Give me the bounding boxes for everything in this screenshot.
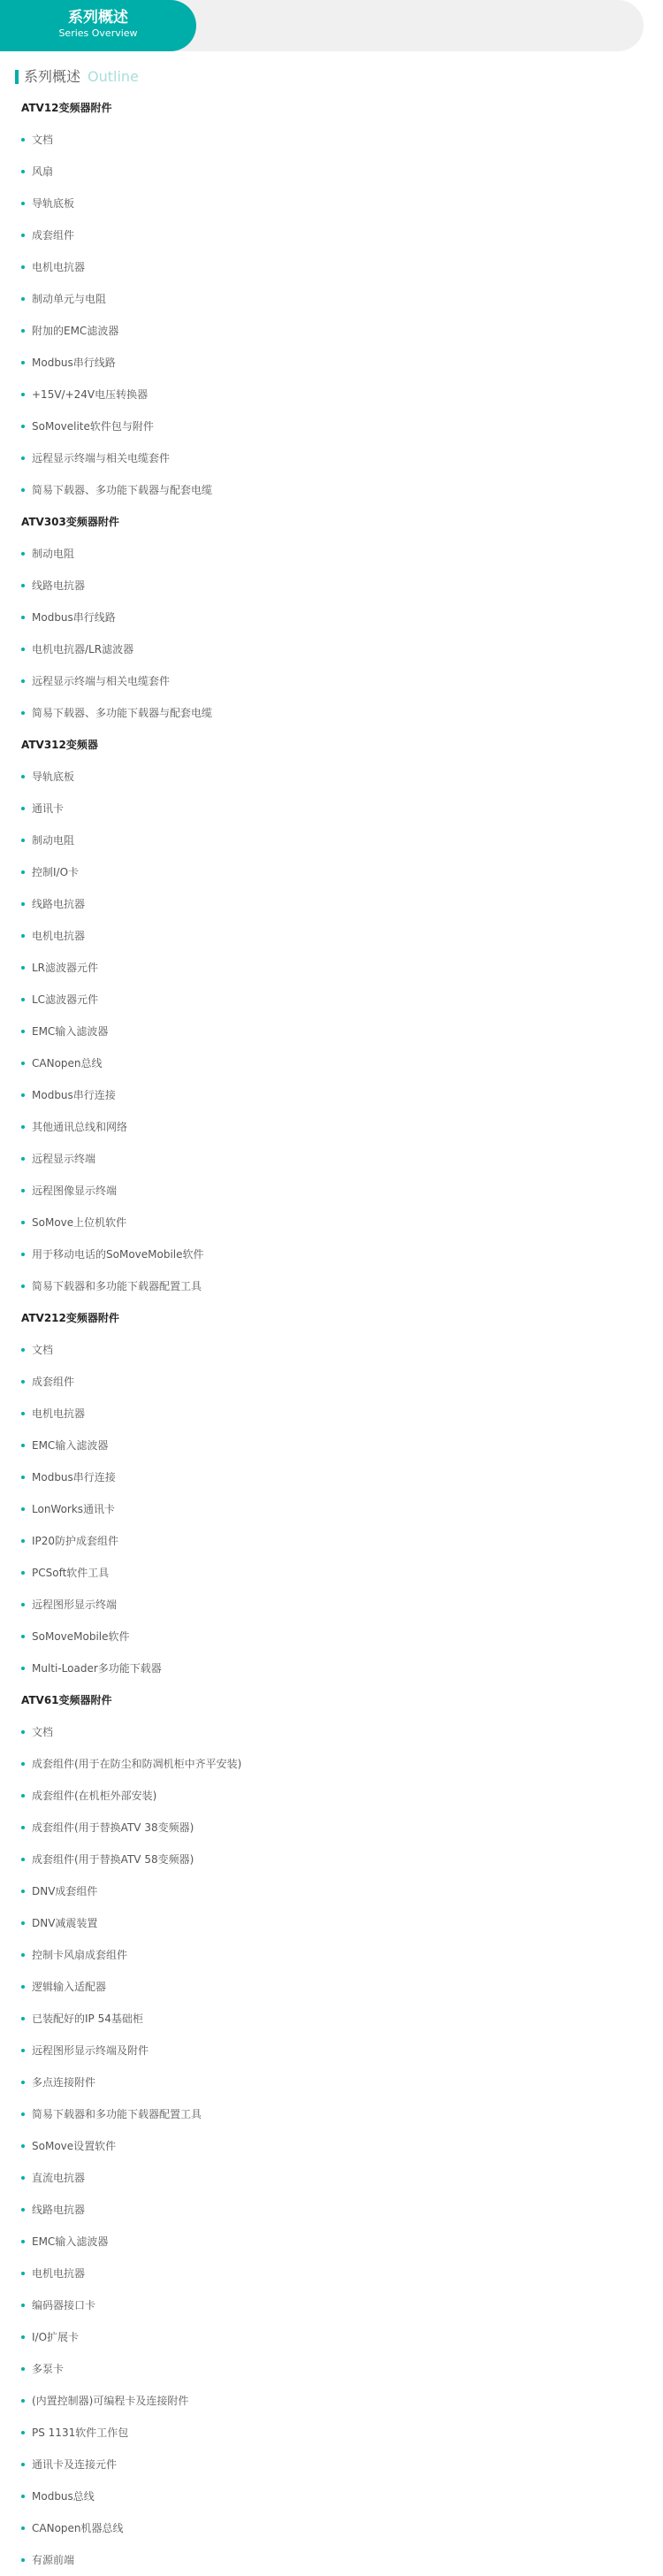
group-title: ATV212变频器附件: [21, 1312, 119, 1324]
list-item[interactable]: [21, 2258, 640, 2289]
bullet-dot-icon: [21, 1603, 25, 1606]
list-item[interactable]: [21, 984, 640, 1016]
group-title: ATV303变频器附件: [21, 516, 119, 528]
bullet-dot-icon: [21, 2208, 25, 2212]
bullet-dot-icon: [21, 1507, 25, 1511]
list-item[interactable]: [21, 1652, 640, 1684]
list-item[interactable]: [21, 1111, 640, 1143]
accessory-groups: [21, 92, 640, 2576]
bullet-dot-icon: [21, 2431, 25, 2434]
accessory-group: [21, 92, 640, 506]
bullet-dot-icon: [21, 2526, 25, 2530]
bullet-dot-icon: [21, 2049, 25, 2052]
bullet-dot-icon: [21, 870, 25, 874]
list-item[interactable]: [21, 665, 640, 697]
bullet-dot-icon: [21, 1985, 25, 1989]
list-item[interactable]: [21, 442, 640, 474]
bullet-dot-icon: [21, 1253, 25, 1256]
list-item-label: 电机电抗器: [32, 2267, 86, 2280]
bullet-dot-icon: [21, 425, 25, 428]
section-title-cn: 系列概述: [24, 68, 81, 85]
list-item-label: 成套组件(用于替换ATV 38变频器): [32, 1821, 194, 1834]
list-item-label: 风扇: [32, 165, 54, 178]
accessory-group: [21, 506, 640, 729]
list-item[interactable]: [21, 1812, 640, 1844]
list-item[interactable]: [21, 1238, 640, 1270]
bullet-dot-icon: [21, 2176, 25, 2180]
section-title-en: Outline: [88, 68, 139, 85]
list-item[interactable]: [21, 2098, 640, 2130]
list-item[interactable]: [21, 1971, 640, 2003]
list-item[interactable]: [21, 793, 640, 824]
list-item-label: 制动电阻: [32, 834, 75, 847]
list-item[interactable]: [21, 1207, 640, 1238]
bullet-dot-icon: [21, 361, 25, 364]
list-item-label: 用于移动电话的SoMoveMobile软件: [32, 1248, 204, 1261]
list-item[interactable]: [21, 538, 640, 570]
bullet-dot-icon: [21, 1635, 25, 1638]
list-item-label: 文档: [32, 1344, 54, 1356]
list-item[interactable]: [21, 283, 640, 315]
bullet-dot-icon: [21, 2081, 25, 2084]
bullet-dot-icon: [21, 775, 25, 778]
list-item-label: 简易下载器和多功能下载器配置工具: [32, 2108, 202, 2120]
bullet-dot-icon: [21, 2144, 25, 2148]
bullet-dot-icon: [21, 1030, 25, 1033]
bullet-dot-icon: [21, 1284, 25, 1288]
list-item-label: 成套组件: [32, 229, 75, 242]
list-item[interactable]: [21, 1016, 640, 1047]
list-item-label: 简易下载器和多功能下载器配置工具: [32, 1280, 202, 1292]
bullet-dot-icon: [21, 1380, 25, 1384]
list-item[interactable]: [21, 2385, 640, 2417]
list-item[interactable]: [21, 347, 640, 379]
list-item-label: 逻辑输入适配器: [32, 1981, 107, 1993]
list-item-label: 远程图像显示终端: [32, 1184, 118, 1197]
bullet-dot-icon: [21, 1794, 25, 1798]
list-item-label: 通讯卡: [32, 802, 65, 815]
list-item-label: LC滤波器元件: [32, 993, 99, 1006]
bullet-dot-icon: [21, 1444, 25, 1447]
list-item-label: DNV成套组件: [32, 1885, 98, 1898]
list-item[interactable]: [21, 410, 640, 442]
section-marker: [15, 70, 19, 84]
list-item[interactable]: [21, 1398, 640, 1430]
list-item[interactable]: [21, 124, 640, 156]
bullet-dot-icon: [21, 2272, 25, 2275]
bullet-dot-icon: [21, 1157, 25, 1161]
list-item[interactable]: [21, 761, 640, 793]
list-item[interactable]: [21, 2544, 640, 2576]
list-item-label: Modbus串行连接: [32, 1471, 116, 1484]
list-item-label: IP20防护成套组件: [32, 1535, 119, 1547]
list-item[interactable]: [21, 824, 640, 856]
bullet-dot-icon: [21, 488, 25, 492]
list-item[interactable]: [21, 952, 640, 984]
bullet-dot-icon: [21, 966, 25, 970]
list-item-label: Modbus串行线路: [32, 356, 116, 369]
list-item[interactable]: [21, 2449, 640, 2480]
list-item-label: DNV减震装置: [32, 1917, 98, 1929]
list-item[interactable]: [21, 1875, 640, 1907]
bullet-dot-icon: [21, 934, 25, 938]
list-item-label: +15V/+24V电压转换器: [32, 388, 149, 401]
list-item[interactable]: [21, 2162, 640, 2194]
list-item[interactable]: [21, 633, 640, 665]
list-item-label: 文档: [32, 134, 54, 146]
tab-subtitle: Series Overview: [58, 27, 138, 39]
list-item[interactable]: [21, 1143, 640, 1175]
list-item[interactable]: [21, 2066, 640, 2098]
list-item-label: I/O扩展卡: [32, 2331, 80, 2343]
list-item-label: PS 1131软件工作包: [32, 2426, 129, 2439]
list-item[interactable]: [21, 920, 640, 952]
list-item-label: 电机电抗器: [32, 1407, 86, 1420]
list-item[interactable]: [21, 2353, 640, 2385]
list-item-label: EMC输入滤波器: [32, 1439, 109, 1452]
list-item[interactable]: [21, 2035, 640, 2066]
list-item[interactable]: [21, 2003, 640, 2035]
bullet-dot-icon: [21, 1539, 25, 1543]
list-item-label: Multi-Loader多功能下载器: [32, 1662, 162, 1675]
tab-title: 系列概述: [68, 9, 128, 27]
bullet-dot-icon: [21, 1890, 25, 1893]
bullet-dot-icon: [21, 202, 25, 205]
list-item-label: 附加的EMC滤波器: [32, 325, 119, 337]
list-item[interactable]: [21, 1334, 640, 1366]
bullet-dot-icon: [21, 329, 25, 333]
group-title: ATV12变频器附件: [21, 102, 112, 114]
list-item-label: 电机电抗器: [32, 930, 86, 942]
list-item-label: EMC输入滤波器: [32, 1025, 109, 1038]
list-item[interactable]: [21, 1716, 640, 1748]
list-item[interactable]: [21, 2321, 640, 2353]
group-title: ATV61变频器附件: [21, 1694, 112, 1706]
list-item-label: LonWorks通讯卡: [32, 1503, 116, 1515]
list-item-label: 简易下载器、多功能下载器与配套电缆: [32, 484, 213, 496]
list-item-label: SoMoveMobile软件: [32, 1630, 130, 1643]
bullet-dot-icon: [21, 2017, 25, 2020]
list-item-label: SoMove上位机软件: [32, 1216, 127, 1229]
list-item-label: 电机电抗器: [32, 261, 86, 273]
list-item-label: 成套组件: [32, 1376, 75, 1388]
list-item-label: 成套组件(用于在防尘和防凋机柜中齐平安装): [32, 1758, 242, 1770]
list-item[interactable]: [21, 697, 640, 729]
list-item-label: (内置控制器)可编程卡及连接附件: [32, 2395, 189, 2407]
group-title: ATV312变频器: [21, 739, 98, 751]
bullet-dot-icon: [21, 1093, 25, 1097]
bullet-dot-icon: [21, 1189, 25, 1192]
list-item-label: 已装配好的IP 54基础柜: [32, 2012, 143, 2025]
list-item[interactable]: [21, 251, 640, 283]
list-item-label: 成套组件(在机柜外部安装): [32, 1790, 157, 1802]
bullet-dot-icon: [21, 1571, 25, 1575]
bullet-dot-icon: [21, 807, 25, 810]
bullet-dot-icon: [21, 1412, 25, 1415]
bullet-dot-icon: [21, 1858, 25, 1861]
list-item[interactable]: [21, 1621, 640, 1652]
bullet-dot-icon: [21, 2112, 25, 2116]
list-item-label: Modbus总线: [32, 2490, 95, 2503]
list-item-label: PCSoft软件工具: [32, 1567, 110, 1579]
list-item[interactable]: [21, 1907, 640, 1939]
tab-series-overview[interactable]: [0, 0, 196, 51]
accessory-group: [21, 1684, 640, 2576]
bullet-dot-icon: [21, 902, 25, 906]
list-item[interactable]: [21, 1430, 640, 1461]
list-item[interactable]: [21, 1589, 640, 1621]
list-item[interactable]: [21, 1461, 640, 1493]
list-item[interactable]: [21, 1939, 640, 1971]
list-item[interactable]: [21, 1047, 640, 1079]
list-item-label: CANopen机器总线: [32, 2522, 124, 2534]
list-item-label: 电机电抗器/LR滤波器: [32, 643, 134, 656]
list-item-label: 导轨底板: [32, 197, 75, 210]
bullet-dot-icon: [21, 393, 25, 396]
bullet-dot-icon: [21, 2304, 25, 2307]
list-item-label: 远程图形显示终端及附件: [32, 2044, 149, 2057]
list-item[interactable]: [21, 1493, 640, 1525]
bullet-dot-icon: [21, 1125, 25, 1129]
list-item-label: 制动单元与电阻: [32, 293, 107, 305]
list-item[interactable]: [21, 188, 640, 219]
bullet-dot-icon: [21, 1221, 25, 1224]
bullet-dot-icon: [21, 552, 25, 556]
list-item[interactable]: [21, 2480, 640, 2512]
bullet-dot-icon: [21, 1476, 25, 1479]
accessory-group: [21, 729, 640, 1302]
bullet-dot-icon: [21, 1730, 25, 1734]
list-item-label: 制动电阻: [32, 548, 75, 560]
list-item-label: 线路电抗器: [32, 579, 86, 592]
list-item-label: 通讯卡及连接元件: [32, 2458, 118, 2471]
list-item[interactable]: [21, 1844, 640, 1875]
list-item[interactable]: [21, 379, 640, 410]
bullet-dot-icon: [21, 711, 25, 715]
bullet-dot-icon: [21, 584, 25, 587]
bullet-dot-icon: [21, 2367, 25, 2371]
bullet-dot-icon: [21, 138, 25, 142]
list-item-label: 多点连接附件: [32, 2076, 96, 2089]
list-item-label: 导轨底板: [32, 770, 75, 783]
list-item-label: 成套组件(用于替换ATV 58变频器): [32, 1853, 194, 1866]
list-item-label: 线路电抗器: [32, 898, 86, 910]
bullet-dot-icon: [21, 1062, 25, 1065]
list-item-label: Modbus串行线路: [32, 611, 116, 624]
list-item-label: CANopen总线: [32, 1057, 103, 1070]
list-item[interactable]: [21, 602, 640, 633]
bullet-dot-icon: [21, 648, 25, 651]
list-item[interactable]: [21, 2512, 640, 2544]
list-item-label: Modbus串行连接: [32, 1089, 116, 1101]
bullet-dot-icon: [21, 1348, 25, 1352]
bullet-dot-icon: [21, 998, 25, 1001]
list-item-label: 远程显示终端与相关电缆套件: [32, 675, 171, 687]
list-item[interactable]: [21, 2417, 640, 2449]
bullet-dot-icon: [21, 1921, 25, 1925]
bullet-dot-icon: [21, 2240, 25, 2243]
bullet-dot-icon: [21, 170, 25, 173]
list-item[interactable]: [21, 1366, 640, 1398]
list-item[interactable]: [21, 1557, 640, 1589]
list-item[interactable]: [21, 856, 640, 888]
list-item-label: 文档: [32, 1726, 54, 1738]
list-item-label: 线路电抗器: [32, 2204, 86, 2216]
list-item[interactable]: [21, 1525, 640, 1557]
section-title: [15, 68, 139, 86]
list-item[interactable]: [21, 888, 640, 920]
bullet-dot-icon: [21, 1826, 25, 1829]
bullet-dot-icon: [21, 234, 25, 237]
list-item[interactable]: [21, 1780, 640, 1812]
bullet-dot-icon: [21, 265, 25, 269]
list-item[interactable]: [21, 570, 640, 602]
list-item-label: 直流电抗器: [32, 2172, 86, 2184]
bullet-dot-icon: [21, 456, 25, 460]
list-item[interactable]: [21, 2226, 640, 2258]
list-item[interactable]: [21, 219, 640, 251]
list-item-label: 简易下载器、多功能下载器与配套电缆: [32, 707, 213, 719]
list-item-label: 有源前端: [32, 2554, 75, 2566]
list-item[interactable]: [21, 1079, 640, 1111]
list-item-label: 编码器接口卡: [32, 2299, 96, 2312]
accessory-group: [21, 1302, 640, 1684]
list-item-label: 远程显示终端与相关电缆套件: [32, 452, 171, 464]
list-item-label: LR滤波器元件: [32, 962, 99, 974]
list-item-label: SoMovelite软件包与附件: [32, 420, 154, 433]
list-item-label: SoMove设置软件: [32, 2140, 117, 2152]
list-item[interactable]: [21, 1270, 640, 1302]
list-item-label: 多泵卡: [32, 2363, 65, 2375]
list-item-label: 远程显示终端: [32, 1153, 96, 1165]
bullet-dot-icon: [21, 297, 25, 301]
bullet-dot-icon: [21, 2399, 25, 2403]
bullet-dot-icon: [21, 679, 25, 683]
bullet-dot-icon: [21, 2463, 25, 2466]
list-item[interactable]: [21, 2194, 640, 2226]
bullet-dot-icon: [21, 839, 25, 842]
list-item[interactable]: [21, 315, 640, 347]
list-item[interactable]: [21, 2289, 640, 2321]
list-item-label: 控制I/O卡: [32, 866, 80, 878]
list-item-label: 远程图形显示终端: [32, 1598, 118, 1611]
list-item-label: EMC输入滤波器: [32, 2235, 109, 2248]
list-item-label: 控制卡风扇成套组件: [32, 1949, 128, 1961]
list-item[interactable]: [21, 474, 640, 506]
bullet-dot-icon: [21, 616, 25, 619]
bullet-dot-icon: [21, 1667, 25, 1670]
list-item[interactable]: [21, 2130, 640, 2162]
bullet-dot-icon: [21, 2495, 25, 2498]
list-item-label: 其他通讯总线和网络: [32, 1121, 128, 1133]
bullet-dot-icon: [21, 1953, 25, 1957]
list-item[interactable]: [21, 156, 640, 188]
list-item[interactable]: [21, 1748, 640, 1780]
bullet-dot-icon: [21, 2335, 25, 2339]
bullet-dot-icon: [21, 2558, 25, 2562]
bullet-dot-icon: [21, 1762, 25, 1766]
list-item[interactable]: [21, 1175, 640, 1207]
